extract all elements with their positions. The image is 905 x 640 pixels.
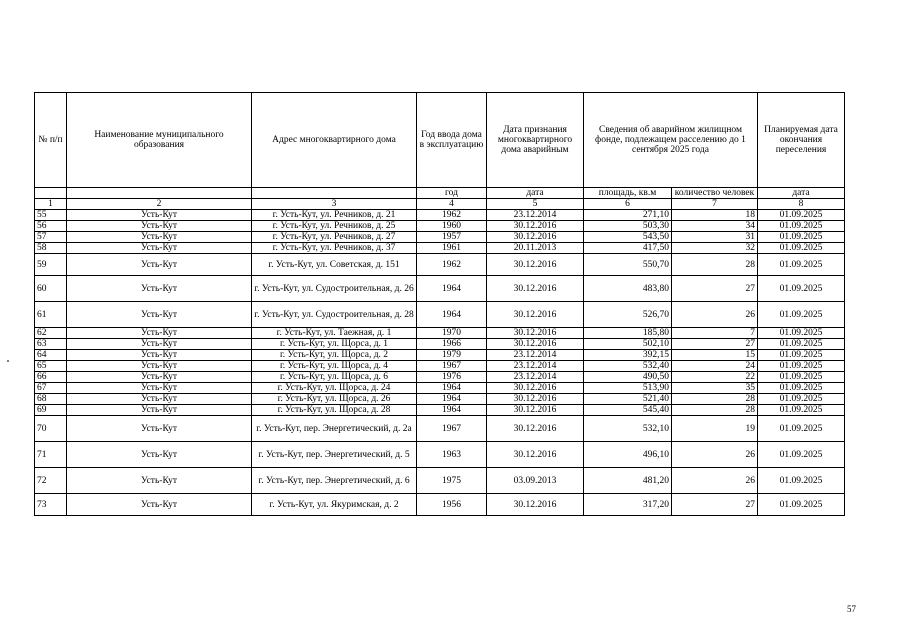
row-planned-date: 01.09.2025 <box>758 221 845 232</box>
row-municipality: Усть-Кут <box>67 254 252 276</box>
row-municipality: Усть-Кут <box>67 416 252 442</box>
row-address: г. Усть-Кут, ул. Речников, д. 37 <box>252 243 417 254</box>
row-recognized-date: 30.12.2016 <box>487 383 584 394</box>
subheader-empty <box>35 188 67 199</box>
subheader-year: год <box>417 188 487 199</box>
row-year: 1967 <box>417 361 487 372</box>
row-address: г. Усть-Кут, ул. Речников, д. 25 <box>252 221 417 232</box>
row-people-count: 26 <box>672 302 758 328</box>
row-people-count: 32 <box>672 243 758 254</box>
row-people-count: 27 <box>672 339 758 350</box>
row-area: 513,90 <box>584 383 672 394</box>
row-municipality: Усть-Кут <box>67 361 252 372</box>
row-municipality: Усть-Кут <box>67 328 252 339</box>
row-year: 1976 <box>417 372 487 383</box>
row-recognized-date: 23.12.2014 <box>487 361 584 372</box>
row-recognized-date: 30.12.2016 <box>487 254 584 276</box>
row-number: 61 <box>35 302 67 328</box>
row-planned-date: 01.09.2025 <box>758 210 845 221</box>
header-planned-date: Планируемая дата окончания переселения <box>758 93 845 188</box>
table-row <box>35 243 845 254</box>
row-year: 1963 <box>417 442 487 468</box>
row-area: 417,50 <box>584 243 672 254</box>
row-recognized-date: 30.12.2016 <box>487 232 584 243</box>
row-planned-date: 01.09.2025 <box>758 232 845 243</box>
row-year: 1964 <box>417 302 487 328</box>
row-number: 66 <box>35 372 67 383</box>
row-area: 483,80 <box>584 276 672 302</box>
row-area: 496,10 <box>584 442 672 468</box>
row-year: 1964 <box>417 405 487 416</box>
row-planned-date: 01.09.2025 <box>758 350 845 361</box>
row-recognized-date: 30.12.2016 <box>487 221 584 232</box>
row-people-count: 28 <box>672 254 758 276</box>
header-year: Год ввода дома в эксплуатацию <box>417 93 487 188</box>
row-area: 550,70 <box>584 254 672 276</box>
row-municipality: Усть-Кут <box>67 243 252 254</box>
row-address: г. Усть-Кут, ул. Таежная, д. 1 <box>252 328 417 339</box>
row-municipality: Усть-Кут <box>67 394 252 405</box>
row-recognized-date: 30.12.2016 <box>487 442 584 468</box>
table-row <box>35 254 845 276</box>
row-recognized-date: 20.11.2013 <box>487 243 584 254</box>
column-number: 4 <box>417 199 487 210</box>
row-address: г. Усть-Кут, ул. Советская, д. 151 <box>252 254 417 276</box>
row-year: 1960 <box>417 221 487 232</box>
row-planned-date: 01.09.2025 <box>758 328 845 339</box>
subheader-date: дата <box>487 188 584 199</box>
row-address: г. Усть-Кут, пер. Энергетический, д. 6 <box>252 468 417 494</box>
row-municipality: Усть-Кут <box>67 339 252 350</box>
row-number: 57 <box>35 232 67 243</box>
row-area: 543,50 <box>584 232 672 243</box>
row-recognized-date: 30.12.2016 <box>487 328 584 339</box>
row-municipality: Усть-Кут <box>67 350 252 361</box>
table-row <box>35 416 845 442</box>
subheader-empty <box>67 188 252 199</box>
table-row <box>35 210 845 221</box>
row-year: 1975 <box>417 468 487 494</box>
row-address: г. Усть-Кут, пер. Энергетический, д. 2а <box>252 416 417 442</box>
row-planned-date: 01.09.2025 <box>758 442 845 468</box>
row-people-count: 18 <box>672 210 758 221</box>
row-number: 72 <box>35 468 67 494</box>
row-area: 271,10 <box>584 210 672 221</box>
row-area: 526,70 <box>584 302 672 328</box>
row-area: 392,15 <box>584 350 672 361</box>
row-number: 65 <box>35 361 67 372</box>
row-number: 62 <box>35 328 67 339</box>
row-planned-date: 01.09.2025 <box>758 416 845 442</box>
row-recognized-date: 30.12.2016 <box>487 394 584 405</box>
table-row <box>35 361 845 372</box>
subheader-area: площадь, кв.м <box>584 188 672 199</box>
table-row <box>35 350 845 361</box>
row-number: 68 <box>35 394 67 405</box>
header-address: Адрес многоквартирного дома <box>252 93 417 188</box>
row-municipality: Усть-Кут <box>67 468 252 494</box>
row-people-count: 26 <box>672 442 758 468</box>
row-address: г. Усть-Кут, ул. Судостроительная, д. 26 <box>252 276 417 302</box>
row-planned-date: 01.09.2025 <box>758 494 845 516</box>
row-municipality: Усть-Кут <box>67 210 252 221</box>
row-municipality: Усть-Кут <box>67 232 252 243</box>
row-recognized-date: 23.12.2014 <box>487 350 584 361</box>
table-row <box>35 468 845 494</box>
row-planned-date: 01.09.2025 <box>758 361 845 372</box>
header-housing-info: Сведения об аварийном жилищном фонде, подлежащем расселению до 1 сентября 2025 года <box>584 93 758 188</box>
row-people-count: 15 <box>672 350 758 361</box>
row-area: 490,50 <box>584 372 672 383</box>
row-planned-date: 01.09.2025 <box>758 243 845 254</box>
row-address: г. Усть-Кут, ул. Щорса, д. 4 <box>252 361 417 372</box>
row-municipality: Усть-Кут <box>67 383 252 394</box>
row-planned-date: 01.09.2025 <box>758 468 845 494</box>
table-row <box>35 394 845 405</box>
row-address: г. Усть-Кут, ул. Щорса, д. 6 <box>252 372 417 383</box>
row-address: г. Усть-Кут, ул. Щорса, д. 28 <box>252 405 417 416</box>
table-row <box>35 339 845 350</box>
row-number: 69 <box>35 405 67 416</box>
row-number: 63 <box>35 339 67 350</box>
row-people-count: 7 <box>672 328 758 339</box>
row-number: 67 <box>35 383 67 394</box>
row-municipality: Усть-Кут <box>67 302 252 328</box>
row-people-count: 22 <box>672 372 758 383</box>
table-row <box>35 328 845 339</box>
row-people-count: 28 <box>672 405 758 416</box>
row-address: г. Усть-Кут, ул. Щорса, д. 26 <box>252 394 417 405</box>
row-people-count: 27 <box>672 276 758 302</box>
row-address: г. Усть-Кут, ул. Якуримская, д. 2 <box>252 494 417 516</box>
row-planned-date: 01.09.2025 <box>758 302 845 328</box>
row-address: г. Усть-Кут, ул. Речников, д. 27 <box>252 232 417 243</box>
subheader-date: дата <box>758 188 845 199</box>
column-number: 3 <box>252 199 417 210</box>
row-year: 1966 <box>417 339 487 350</box>
resettlement-table <box>34 92 845 516</box>
row-year: 1970 <box>417 328 487 339</box>
row-area: 532,10 <box>584 416 672 442</box>
row-area: 185,80 <box>584 328 672 339</box>
row-year: 1962 <box>417 210 487 221</box>
row-municipality: Усть-Кут <box>67 372 252 383</box>
header-recognized-date: Дата признания многоквартирного дома аварийным <box>487 93 584 188</box>
row-planned-date: 01.09.2025 <box>758 339 845 350</box>
row-recognized-date: 30.12.2016 <box>487 494 584 516</box>
row-planned-date: 01.09.2025 <box>758 254 845 276</box>
row-municipality: Усть-Кут <box>67 494 252 516</box>
subheader-people: количество человек <box>672 188 758 199</box>
row-people-count: 26 <box>672 468 758 494</box>
row-planned-date: 01.09.2025 <box>758 383 845 394</box>
row-year: 1967 <box>417 416 487 442</box>
table-row <box>35 372 845 383</box>
row-area: 503,30 <box>584 221 672 232</box>
row-number: 55 <box>35 210 67 221</box>
table-row <box>35 405 845 416</box>
row-year: 1957 <box>417 232 487 243</box>
row-area: 317,20 <box>584 494 672 516</box>
row-recognized-date: 30.12.2016 <box>487 339 584 350</box>
row-municipality: Усть-Кут <box>67 276 252 302</box>
row-area: 521,40 <box>584 394 672 405</box>
row-people-count: 28 <box>672 394 758 405</box>
row-address: г. Усть-Кут, пер. Энергетический, д. 5 <box>252 442 417 468</box>
header-municipality: Наименование муниципального образования <box>67 93 252 188</box>
column-number: 7 <box>672 199 758 210</box>
table-row <box>35 494 845 516</box>
row-year: 1956 <box>417 494 487 516</box>
table-body <box>35 210 845 516</box>
row-area: 502,10 <box>584 339 672 350</box>
page-number: 57 <box>847 604 856 614</box>
table-row <box>35 276 845 302</box>
row-people-count: 19 <box>672 416 758 442</box>
row-people-count: 24 <box>672 361 758 372</box>
table-row <box>35 302 845 328</box>
row-people-count: 35 <box>672 383 758 394</box>
scan-speck <box>7 360 9 362</box>
row-municipality: Усть-Кут <box>67 405 252 416</box>
row-address: г. Усть-Кут, ул. Щорса, д. 1 <box>252 339 417 350</box>
row-address: г. Усть-Кут, ул. Щорса, д. 24 <box>252 383 417 394</box>
row-address: г. Усть-Кут, ул. Судостроительная, д. 28 <box>252 302 417 328</box>
row-recognized-date: 30.12.2016 <box>487 276 584 302</box>
row-year: 1979 <box>417 350 487 361</box>
row-address: г. Усть-Кут, ул. Щорса, д. 2 <box>252 350 417 361</box>
row-number: 71 <box>35 442 67 468</box>
column-number: 6 <box>584 199 672 210</box>
row-people-count: 31 <box>672 232 758 243</box>
row-number: 56 <box>35 221 67 232</box>
table-row <box>35 442 845 468</box>
row-number: 70 <box>35 416 67 442</box>
row-year: 1964 <box>417 383 487 394</box>
row-number: 59 <box>35 254 67 276</box>
row-municipality: Усть-Кут <box>67 442 252 468</box>
column-number: 2 <box>67 199 252 210</box>
row-recognized-date: 23.12.2014 <box>487 210 584 221</box>
row-year: 1962 <box>417 254 487 276</box>
table-row <box>35 221 845 232</box>
table-row <box>35 232 845 243</box>
row-number: 58 <box>35 243 67 254</box>
row-area: 481,20 <box>584 468 672 494</box>
column-number: 8 <box>758 199 845 210</box>
row-recognized-date: 23.12.2014 <box>487 372 584 383</box>
row-area: 532,40 <box>584 361 672 372</box>
row-number: 60 <box>35 276 67 302</box>
row-address: г. Усть-Кут, ул. Речников, д. 21 <box>252 210 417 221</box>
subheader-empty <box>252 188 417 199</box>
row-people-count: 34 <box>672 221 758 232</box>
row-year: 1964 <box>417 276 487 302</box>
row-recognized-date: 03.09.2013 <box>487 468 584 494</box>
row-planned-date: 01.09.2025 <box>758 394 845 405</box>
row-area: 545,40 <box>584 405 672 416</box>
row-year: 1964 <box>417 394 487 405</box>
row-planned-date: 01.09.2025 <box>758 276 845 302</box>
row-planned-date: 01.09.2025 <box>758 372 845 383</box>
header-num: № п/п <box>35 93 67 188</box>
row-year: 1961 <box>417 243 487 254</box>
row-municipality: Усть-Кут <box>67 221 252 232</box>
column-number: 5 <box>487 199 584 210</box>
row-people-count: 27 <box>672 494 758 516</box>
row-recognized-date: 30.12.2016 <box>487 405 584 416</box>
row-number: 64 <box>35 350 67 361</box>
row-recognized-date: 30.12.2016 <box>487 302 584 328</box>
table-row <box>35 383 845 394</box>
row-recognized-date: 30.12.2016 <box>487 416 584 442</box>
column-number: 1 <box>35 199 67 210</box>
row-planned-date: 01.09.2025 <box>758 405 845 416</box>
row-number: 73 <box>35 494 67 516</box>
